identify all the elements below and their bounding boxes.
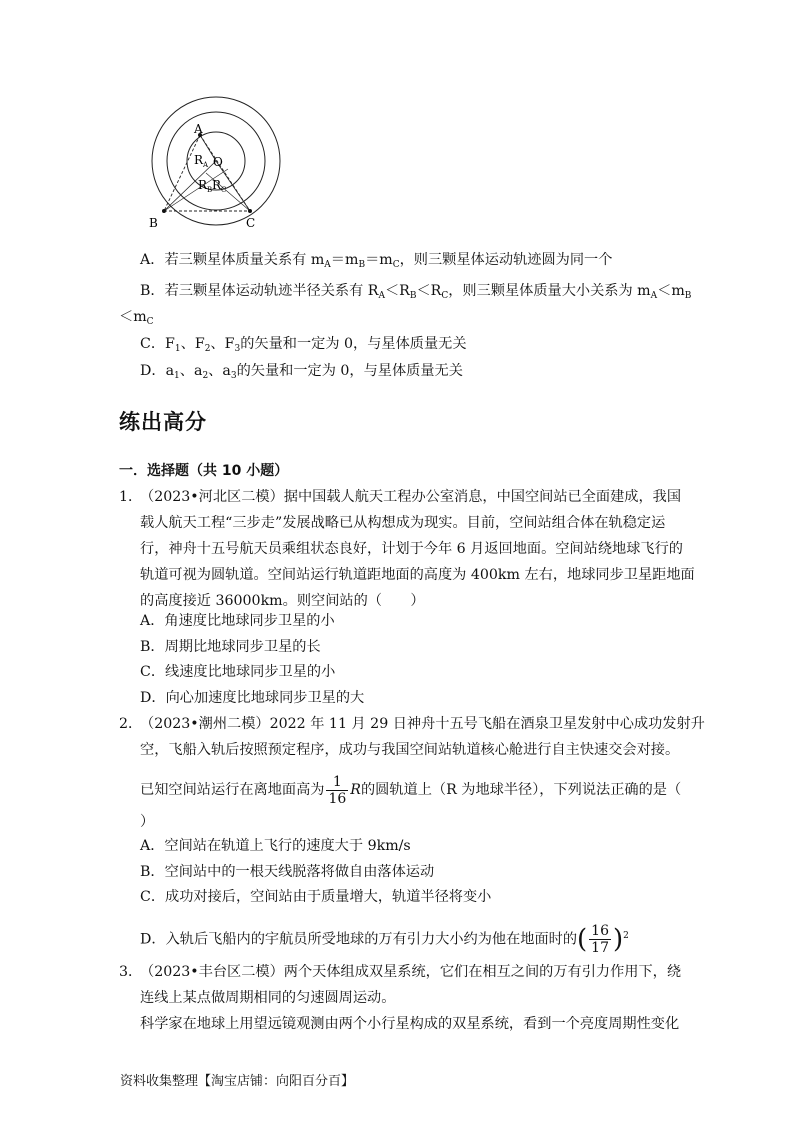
fraction-1-over-16: $\frac{1}{16}$ xyxy=(328,773,347,807)
label-rb: $R_B$ xyxy=(198,178,213,194)
section-title: 练出高分 xyxy=(119,410,207,434)
prev-option-d: D．$a_1$、$a_2$、$a_3$的矢量和一定为 0，与星体质量无关 xyxy=(140,363,463,381)
label-ra: $R_A$ xyxy=(194,153,209,169)
star-b xyxy=(162,209,166,213)
question-2-option-a: A．空间站在轨道上飞行的速度大于 9km/s xyxy=(140,838,411,854)
prev-option-c: C．$F_1$、$F_2$、$F_3$的矢量和一定为 0，与星体质量无关 xyxy=(140,336,467,354)
label-c: C xyxy=(246,216,256,230)
question-2-option-d: D．入轨后飞船内的宇航员所受地球的万有引力大小约为他在地面时的( $\frac{16}{17}$ )$^2$ xyxy=(140,923,629,957)
label-b: B xyxy=(149,216,158,230)
subsection-title: 一．选择题（共 10 小题） xyxy=(119,463,289,479)
question-3-line-2: 连线上某点做周期相同的匀速圆周运动。 xyxy=(140,990,396,1006)
question-1-line-5: 的高度接近 36000km。则空间站的（ ） xyxy=(140,593,425,609)
question-1-line-2: 载人航天工程“三步走”发展战略已从构想成为现实。目前，空间站组合体在轨稳定运 xyxy=(140,515,666,531)
question-2-line-1: （2023•潮州二模）2022 年 11 月 29 日神舟十五号飞船在酒泉卫星发射中心成功发射升 xyxy=(140,716,705,732)
question-3-line-1: （2023•丰台区二模）两个天体组成双星系统，它们在相互之间的万有引力作用下，绕 xyxy=(140,964,682,980)
question-1-number: 1． xyxy=(119,489,143,505)
question-2-number: 2． xyxy=(119,716,143,732)
three-star-orbit-diagram xyxy=(140,95,290,235)
question-2-option-b: B．空间站中的一根天线脱落将做自由落体运动 xyxy=(140,864,435,880)
prev-option-b: B．若三颗星体运动轨迹半径关系有 $R_A<R_B<R_C$，则三颗星体质量大小关系为 $m_A<m_B$ xyxy=(140,283,692,301)
question-1-option-b: B．周期比地球同步卫星的长 xyxy=(140,639,321,655)
question-1-option-c: C．线速度比地球同步卫星的小 xyxy=(140,664,336,680)
question-3-number: 3． xyxy=(119,964,143,980)
label-o: O xyxy=(213,155,223,169)
question-3-line-3: 科学家在地球上用望远镜观测由两个小行星构成的双星系统，看到一个亮度周期性变化 xyxy=(140,1016,680,1032)
question-2-close-paren: ） xyxy=(140,814,155,830)
label-a: A xyxy=(194,122,203,136)
question-1-line-3: 行，神舟十五号航天员乘组状态良好，计划于今年 6 月返回地面。空间站绕地球飞行的 xyxy=(140,541,683,557)
question-2-option-c: C．成功对接后，空间站由于质量增大，轨道半径将变小 xyxy=(140,889,492,905)
question-1-line-4: 轨道可视为圆轨道。空间站运行轨道距地面的高度为 400km 左右，地球同步卫星距地面 xyxy=(140,567,695,583)
question-2-fraction-line: 已知空间站运行在离地面高为 $\frac{1}{16}$ R的圆轨道上（R 为地球半径），下列说法正确的是（ xyxy=(140,773,682,807)
label-rc: $R_C$ xyxy=(212,178,227,194)
question-1-option-a: A．角速度比地球同步卫星的小 xyxy=(140,613,335,629)
question-2-line-2: 空，飞船入轨后按照预定程序，成功与我国空间站轨道核心舱进行自主快速交会对接。 xyxy=(140,742,680,758)
question-1-line-1: （2023•河北区二模）据中国载人航天工程办公室消息，中国空间站已全面建成，我国 xyxy=(140,489,682,505)
prev-option-a: A．若三颗星体质量关系有 $m_A=m_B=m_C$，则三颗星体运动轨迹圆为同一个 xyxy=(140,252,613,270)
prev-option-b-continued: $<m_C$ xyxy=(119,309,154,327)
fraction-16-over-17: $\frac{16}{17}$ xyxy=(591,923,609,957)
star-c xyxy=(248,209,252,213)
question-1-option-d: D．向心加速度比地球同步卫星的大 xyxy=(140,690,365,706)
page-footer: 资料收集整理【淘宝店铺：向阳百分百】 xyxy=(120,1074,355,1089)
